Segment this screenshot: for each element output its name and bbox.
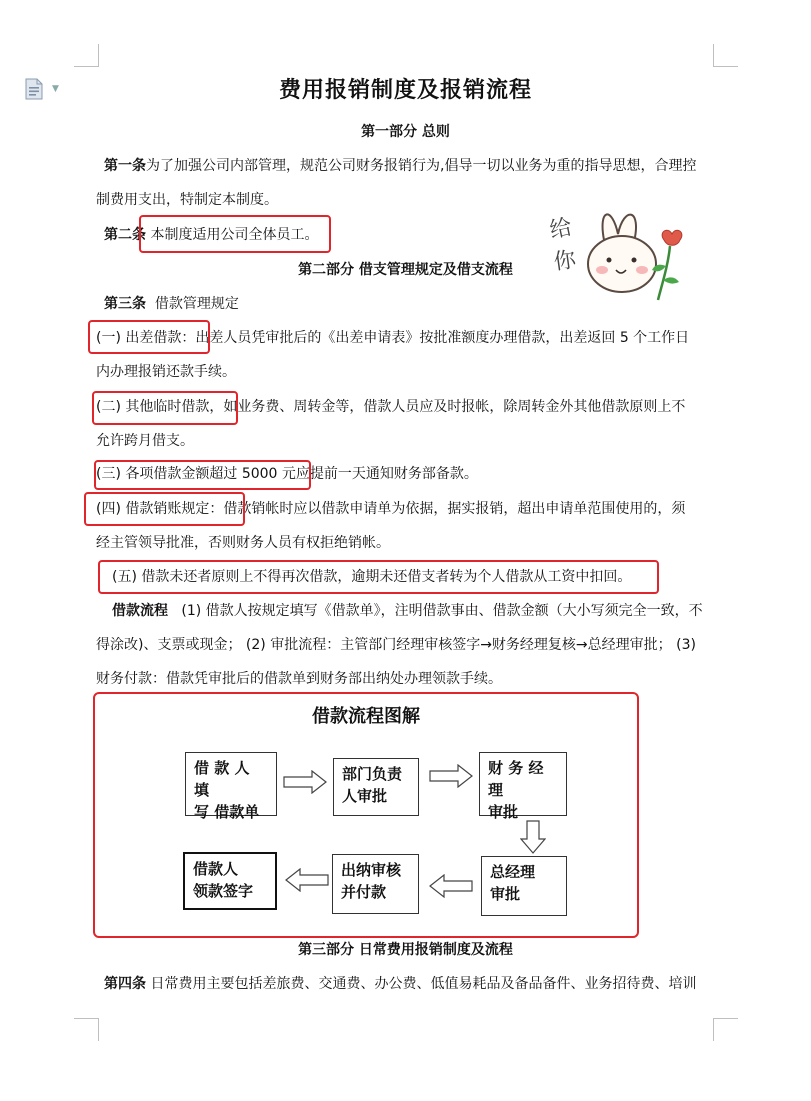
item4-text: 借款销帐时应以借款申请单为依据，据实报销，超出申请单范围使用的，须: [223, 501, 686, 517]
flow-text1: (1) 借款人按规定填写《借款单》，注明借款事由、借款金额（大小写须完全一致，不: [181, 603, 703, 619]
highlight-box: [98, 560, 659, 594]
highlight-box: [94, 460, 311, 490]
article1-line2: 制费用支出，特制定本制度。: [96, 192, 278, 208]
part1-heading: 第一部分 总则: [361, 124, 450, 140]
page-corner-mark: [74, 1018, 99, 1041]
highlight-box: [92, 391, 238, 425]
item1-text: 出差人员凭审批后的《出差申请表》按批准额度办理借款，出差返回 5 个工作日: [195, 330, 690, 346]
sticker-text-2: 你: [552, 247, 578, 276]
page-corner-mark: [74, 44, 99, 67]
flow-box-collect-sign: 借款人 领款签字: [183, 852, 277, 910]
highlight-box: [84, 492, 245, 526]
item2-text: 如业务费、周转金等，借款人员应及时报帐，除周转金外其他借款原则上不: [223, 399, 686, 415]
page-corner-mark: [713, 1018, 738, 1041]
article1-label: 第一条: [104, 158, 146, 174]
down-arrow-icon: [520, 820, 546, 854]
article1-text: 为了加强公司内部管理，规范公司财务报销行为,倡导一切以业务为重的指导思想，合理控: [146, 158, 697, 174]
flow-line1: [112, 602, 703, 620]
flow-box-cashier-pay: 出纳审核 并付款: [332, 854, 419, 914]
article4-label: 第四条: [104, 976, 146, 992]
item4-line2: 经主管领导批准，否则财务人员有权拒绝销帐。: [96, 535, 390, 551]
item1-line2: 内办理报销还款手续。: [96, 364, 236, 380]
item5-line: (五) 借款未还者原则上不得再次借款，逾期未还借支者转为个人借款从工资中扣回。: [112, 569, 632, 585]
article3-label: 第三条: [104, 296, 146, 312]
article1-line1: [104, 157, 696, 175]
flow-label: 借款流程: [112, 603, 168, 619]
flow-line3: 财务付款：借款凭审批后的借款单到财务部出纳处办理领款手续。: [96, 671, 502, 687]
article2-text: 本制度适用公司全体员工。: [150, 227, 319, 243]
item2-head: (二) 其他临时借款，: [96, 399, 224, 415]
item2-line2: 允许跨月借支。: [96, 433, 194, 449]
chevron-down-icon[interactable]: ▼: [52, 84, 59, 94]
article3-line: [104, 295, 239, 313]
right-arrow-icon: [283, 770, 327, 794]
flow-box-finance-approval: 财 务 经 理 审批: [479, 752, 567, 816]
bunny-sticker: [546, 200, 696, 310]
item3-text: 应提前一天通知财务部备款。: [295, 466, 478, 482]
item1-head: (一) 出差借款：: [96, 330, 196, 346]
left-arrow-icon: [285, 868, 329, 892]
highlight-box: [139, 215, 331, 253]
right-arrow-icon: [429, 764, 473, 788]
page-corner-mark: [713, 44, 738, 67]
article4-text: 日常费用主要包括差旅费、交通费、办公费、低值易耗品及备品备件、业务招待费、培训: [150, 976, 697, 992]
flow-box-gm-approval: 总经理 审批: [481, 856, 567, 916]
page-title: 费用报销制度及报销流程: [278, 77, 532, 103]
article3-text: 借款管理规定: [154, 296, 239, 312]
flow-box-fill-form: 借 款 人 填 写 借款单: [185, 752, 277, 816]
left-arrow-icon: [429, 874, 473, 898]
part3-heading: 第三部分 日常费用报销制度及流程: [298, 942, 513, 958]
flow-line2: 得涂改)、支票或现金； (2) 审批流程：主管部门经理审核签字→财务经理复核→总经理审批； (3): [96, 637, 696, 653]
part2-heading: 第二部分 借支管理规定及借支流程: [298, 262, 513, 278]
article2-label: 第二条: [104, 227, 146, 243]
loan-flow-diagram: [93, 692, 639, 938]
highlight-box: [88, 320, 210, 354]
flow-box-dept-approval: 部门负责 人审批: [333, 758, 419, 816]
item3-head: (三) 各项借款金额超过 5000 元: [96, 466, 296, 482]
item4-head: (四) 借款销账规定：: [96, 501, 224, 517]
sticker-text-1: 给: [547, 214, 575, 244]
article4-line: [104, 975, 696, 993]
diagram-title: 借款流程图解: [312, 706, 420, 727]
